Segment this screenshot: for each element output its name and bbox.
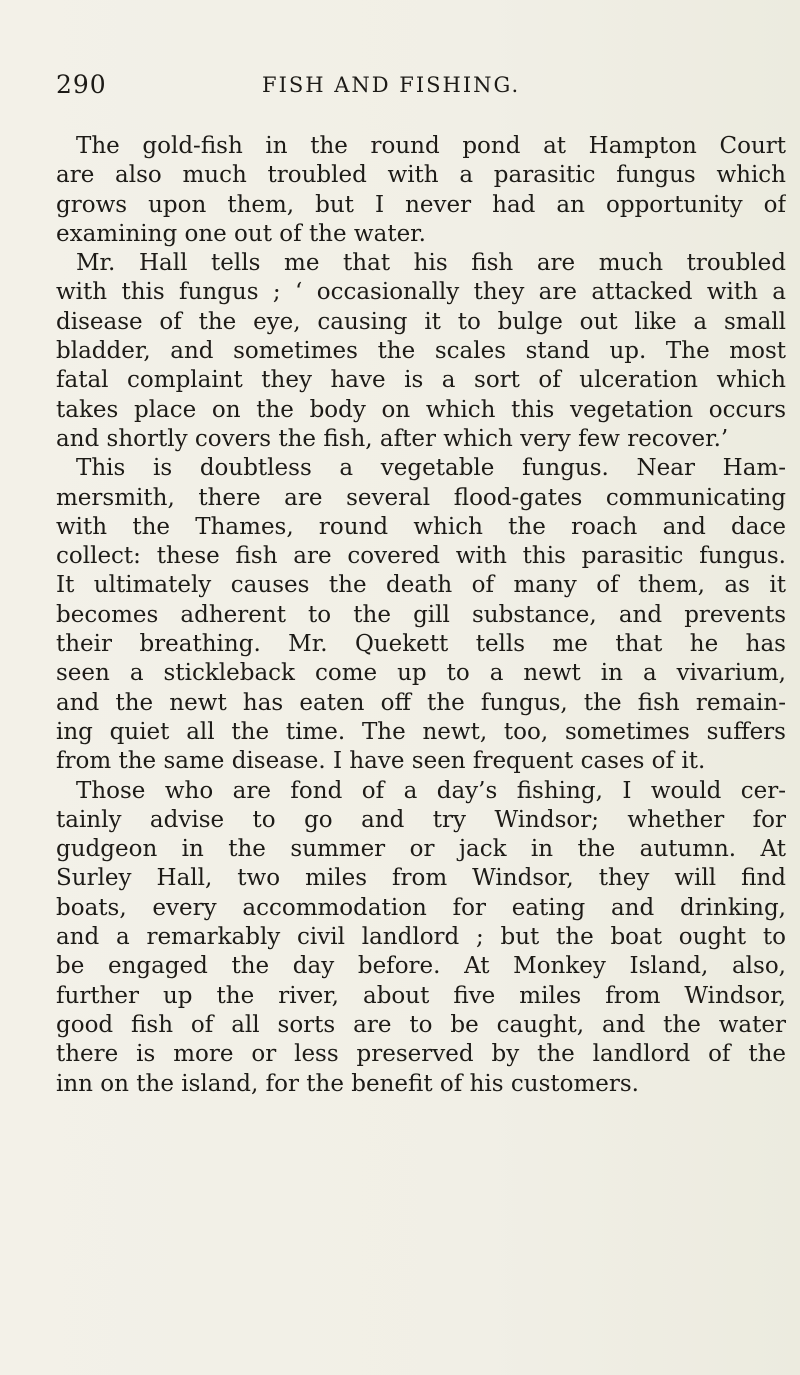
text-line: boats, every accommodation for eating and drinking, bbox=[56, 894, 786, 921]
text-line: and the newt has eaten off the fungus, the fish remain- bbox=[56, 689, 786, 716]
text-line: It ultimately causes the death of many of them, as it bbox=[56, 572, 786, 599]
text-line: Surley Hall, two miles from Windsor, they will find bbox=[56, 865, 786, 892]
text-line: seen a stickleback come up to a newt in a vivarium, bbox=[56, 660, 786, 687]
text-line: inn on the island, for the benefit of his customers. bbox=[56, 1070, 639, 1097]
text-line: tainly advise to go and try Windsor; whether for bbox=[56, 806, 786, 833]
text-line: there is more or less preserved by the landlord of the bbox=[56, 1041, 786, 1068]
text-line: are also much troubled with a parasitic fungus which bbox=[56, 162, 786, 189]
text-line: mersmith, there are several flood-gates communicating bbox=[56, 484, 786, 511]
text-line: collect: these fish are covered with this parasitic fungus. bbox=[56, 543, 786, 570]
text-line: disease of the eye, causing it to bulge out like a small bbox=[56, 308, 786, 335]
text-line: Those who are fond of a day’s fishing, I would cer- bbox=[76, 777, 786, 804]
text-line: and shortly covers the fish, after which very few recover.’ bbox=[56, 425, 729, 452]
text-line: bladder, and sometimes the scales stand up. The most bbox=[56, 338, 786, 365]
text-line: gudgeon in the summer or jack in the autumn. At bbox=[56, 836, 786, 863]
text-line: takes place on the body on which this vegetation occurs bbox=[56, 396, 786, 423]
page-number: 290 bbox=[56, 70, 107, 99]
text-line: Mr. Hall tells me that his fish are much troubled bbox=[76, 250, 786, 277]
body-text bbox=[56, 132, 786, 1099]
text-line: further up the river, about five miles from Windsor, bbox=[56, 982, 786, 1009]
text-line: The gold-fish in the round pond at Hampton Court bbox=[76, 133, 786, 159]
text-line: fatal complaint they have is a sort of ulceration which bbox=[56, 367, 786, 394]
text-line: with this fungus ; ‘ occasionally they are attacked with a bbox=[56, 279, 786, 306]
page-header bbox=[56, 70, 756, 110]
text-line: from the same disease. I have seen frequent cases of it. bbox=[56, 748, 706, 775]
text-line: their breathing. Mr. Quekett tells me that he has bbox=[56, 631, 786, 658]
text-line: This is doubtless a vegetable fungus. Near Ham- bbox=[76, 455, 786, 482]
text-line: examining one out of the water. bbox=[56, 220, 426, 247]
text-line: with the Thames, round which the roach and dace bbox=[56, 513, 786, 540]
text-line: and a remarkably civil landlord ; but the boat ought to bbox=[56, 924, 786, 951]
text-line: good fish of all sorts are to be caught, and the water bbox=[56, 1011, 786, 1038]
text-line: becomes adherent to the gill substance, and prevents bbox=[56, 601, 786, 628]
running-head: FISH AND FISHING. bbox=[262, 73, 521, 97]
text-line: grows upon them, but I never had an opportunity of bbox=[56, 191, 786, 218]
text-line: be engaged the day before. At Monkey Island, also, bbox=[56, 953, 786, 980]
text-line: ing quiet all the time. The newt, too, sometimes suffers bbox=[56, 718, 786, 745]
